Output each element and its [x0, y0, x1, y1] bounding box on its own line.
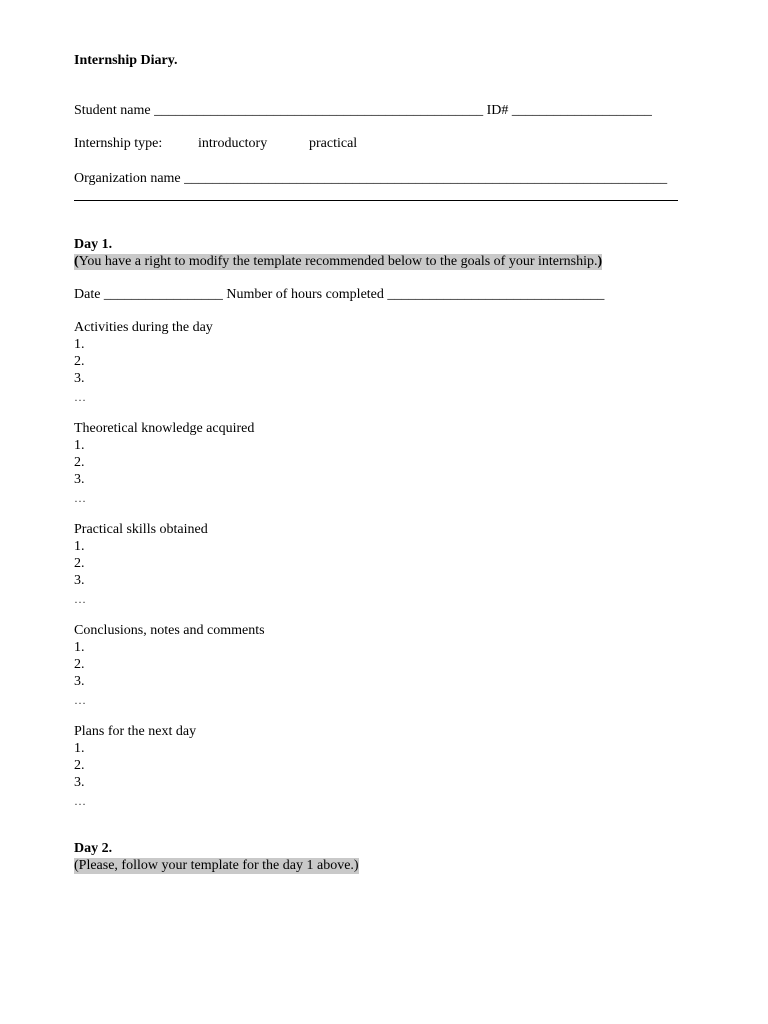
day1-note: [74, 254, 602, 270]
list-continuation: …: [74, 592, 87, 606]
list-item: 3.: [74, 472, 85, 487]
list-item: 1.: [74, 741, 85, 756]
section-title: Practical skills obtained: [74, 522, 208, 537]
section-title: Theoretical knowledge acquired: [74, 421, 255, 436]
student-name-id-line: Student name _______________________________________________ ID# ____________________: [74, 103, 652, 118]
list-continuation: …: [74, 491, 87, 505]
organization-continuation-rule: [74, 200, 678, 201]
document-title: Internship Diary.: [74, 53, 178, 68]
list-item: 2.: [74, 657, 85, 672]
list-item: 1.: [74, 539, 85, 554]
list-item: 1.: [74, 337, 85, 352]
list-item: 1.: [74, 640, 85, 655]
list-item: 2.: [74, 354, 85, 369]
organization-name-line: Organization name _____________________________________________________________________: [74, 171, 668, 186]
day1-note-open: (: [74, 254, 79, 269]
date-hours-line: Date _________________ Number of hours completed _______________________________: [74, 287, 605, 302]
section-title: Activities during the day: [74, 320, 213, 335]
day1-heading: Day 1.: [74, 237, 113, 252]
list-item: 3.: [74, 573, 85, 588]
internship-type-label: Internship type:: [74, 136, 163, 151]
list-item: 2.: [74, 556, 85, 571]
list-item: 1.: [74, 438, 85, 453]
list-continuation: …: [74, 794, 87, 808]
day2-heading: Day 2.: [74, 841, 113, 856]
section-title: Conclusions, notes and comments: [74, 623, 265, 638]
day1-note-close: ): [597, 254, 603, 269]
list-item: 2.: [74, 758, 85, 773]
day2-note: (Please, follow your template for the day 1 above.): [74, 858, 359, 873]
list-item: 3.: [74, 371, 85, 386]
day1-note-text: You have a right to modify the template recommended below to the goals of your internship.: [78, 254, 598, 269]
list-item: 3.: [74, 775, 85, 790]
list-continuation: …: [74, 390, 87, 404]
section-title: Plans for the next day: [74, 724, 197, 739]
option-practical: practical: [309, 136, 358, 151]
list-item: 3.: [74, 674, 85, 689]
list-item: 2.: [74, 455, 85, 470]
option-introductory: introductory: [198, 136, 268, 151]
list-continuation: …: [74, 693, 87, 707]
